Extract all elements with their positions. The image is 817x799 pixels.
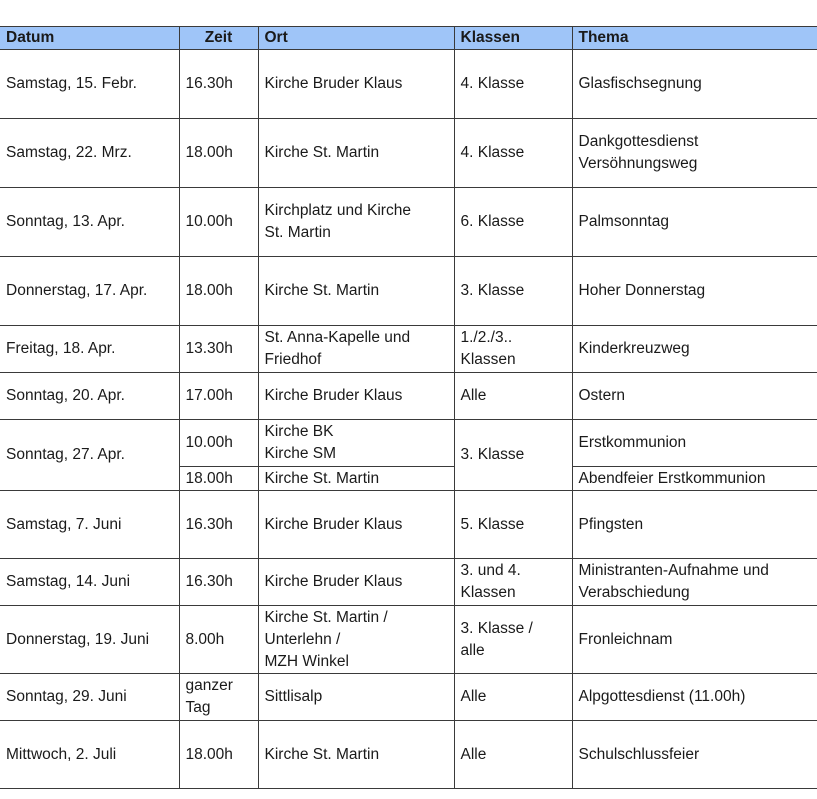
cell-datum: Donnerstag, 19. Juni [0, 606, 179, 674]
cell-ort: Kirche BK Kirche SM [258, 420, 454, 467]
cell-thema: Schulschlussfeier [572, 721, 817, 789]
cell-ort: Kirche St. Martin [258, 467, 454, 491]
table-row [0, 420, 817, 467]
header-zeit: Zeit [179, 27, 258, 50]
table-row [0, 188, 817, 257]
cell-zeit: 18.00h [179, 119, 258, 188]
cell-thema: Palmsonntag [572, 188, 817, 257]
cell-klassen: 3. und 4. Klassen [454, 559, 572, 606]
cell-zeit: 10.00h [179, 188, 258, 257]
cell-ort: Kirche Bruder Klaus [258, 559, 454, 606]
table-row [0, 326, 817, 373]
cell-datum: Sonntag, 20. Apr. [0, 373, 179, 420]
cell-ort: Kirche St. Martin / Unterlehn / MZH Winkel [258, 606, 454, 674]
cell-klassen: 4. Klasse [454, 119, 572, 188]
cell-klassen: Alle [454, 373, 572, 420]
cell-klassen: 3. Klasse / alle [454, 606, 572, 674]
table-row [0, 257, 817, 326]
cell-zeit: 18.00h [179, 467, 258, 491]
table-row [0, 491, 817, 559]
cell-klassen: 1./2./3.. Klassen [454, 326, 572, 373]
cell-klassen: Alle [454, 721, 572, 789]
cell-klassen: 3. Klasse [454, 257, 572, 326]
cell-zeit: 17.00h [179, 373, 258, 420]
cell-zeit: 16.30h [179, 559, 258, 606]
cell-zeit: 10.00h [179, 420, 258, 467]
cell-datum: Sonntag, 27. Apr. [0, 420, 179, 491]
table-row [0, 119, 817, 188]
cell-zeit: 8.00h [179, 606, 258, 674]
cell-thema: Glasfischsegnung [572, 50, 817, 119]
cell-datum: Samstag, 22. Mrz. [0, 119, 179, 188]
cell-datum: Sonntag, 13. Apr. [0, 188, 179, 257]
cell-datum: Sonntag, 29. Juni [0, 674, 179, 721]
cell-ort: Kirche St. Martin [258, 257, 454, 326]
table-row [0, 606, 817, 674]
cell-zeit: ganzer Tag [179, 674, 258, 721]
cell-thema: Erstkommunion [572, 420, 817, 467]
cell-klassen: Alle [454, 674, 572, 721]
cell-ort: Kirche Bruder Klaus [258, 373, 454, 420]
header-datum: Datum [0, 27, 179, 50]
cell-thema: Alpgottesdienst (11.00h) [572, 674, 817, 721]
table-row [0, 559, 817, 606]
table-row [0, 674, 817, 721]
cell-thema: Abendfeier Erstkommunion [572, 467, 817, 491]
cell-datum: Samstag, 14. Juni [0, 559, 179, 606]
header-ort: Ort [258, 27, 454, 50]
table-row [0, 721, 817, 789]
cell-datum: Samstag, 7. Juni [0, 491, 179, 559]
cell-zeit: 16.30h [179, 50, 258, 119]
table-row [0, 50, 817, 119]
cell-datum: Mittwoch, 2. Juli [0, 721, 179, 789]
cell-klassen: 5. Klasse [454, 491, 572, 559]
table-row [0, 373, 817, 420]
cell-klassen: 4. Klasse [454, 50, 572, 119]
cell-zeit: 13.30h [179, 326, 258, 373]
cell-datum: Donnerstag, 17. Apr. [0, 257, 179, 326]
cell-thema: Ministranten-Aufnahme und Verabschiedung [572, 559, 817, 606]
cell-ort: Kirche St. Martin [258, 721, 454, 789]
header-klassen: Klassen [454, 27, 572, 50]
cell-ort: St. Anna-Kapelle und Friedhof [258, 326, 454, 373]
cell-klassen: 6. Klasse [454, 188, 572, 257]
cell-ort: Sittlisalp [258, 674, 454, 721]
cell-ort: Kirche St. Martin [258, 119, 454, 188]
cell-thema: Hoher Donnerstag [572, 257, 817, 326]
cell-klassen: 3. Klasse [454, 420, 572, 491]
cell-thema: Ostern [572, 373, 817, 420]
cell-thema: Kinderkreuzweg [572, 326, 817, 373]
cell-datum: Samstag, 15. Febr. [0, 50, 179, 119]
header-row [0, 27, 817, 50]
cell-ort: Kirche Bruder Klaus [258, 50, 454, 119]
cell-datum: Freitag, 18. Apr. [0, 326, 179, 373]
cell-zeit: 16.30h [179, 491, 258, 559]
cell-thema: Pfingsten [572, 491, 817, 559]
cell-zeit: 18.00h [179, 721, 258, 789]
cell-ort: Kirchplatz und Kirche St. Martin [258, 188, 454, 257]
cell-thema: Fronleichnam [572, 606, 817, 674]
header-thema: Thema [572, 27, 817, 50]
cell-zeit: 18.00h [179, 257, 258, 326]
cell-ort: Kirche Bruder Klaus [258, 491, 454, 559]
cell-thema: Dankgottesdienst Versöhnungsweg [572, 119, 817, 188]
schedule-table [0, 26, 817, 789]
